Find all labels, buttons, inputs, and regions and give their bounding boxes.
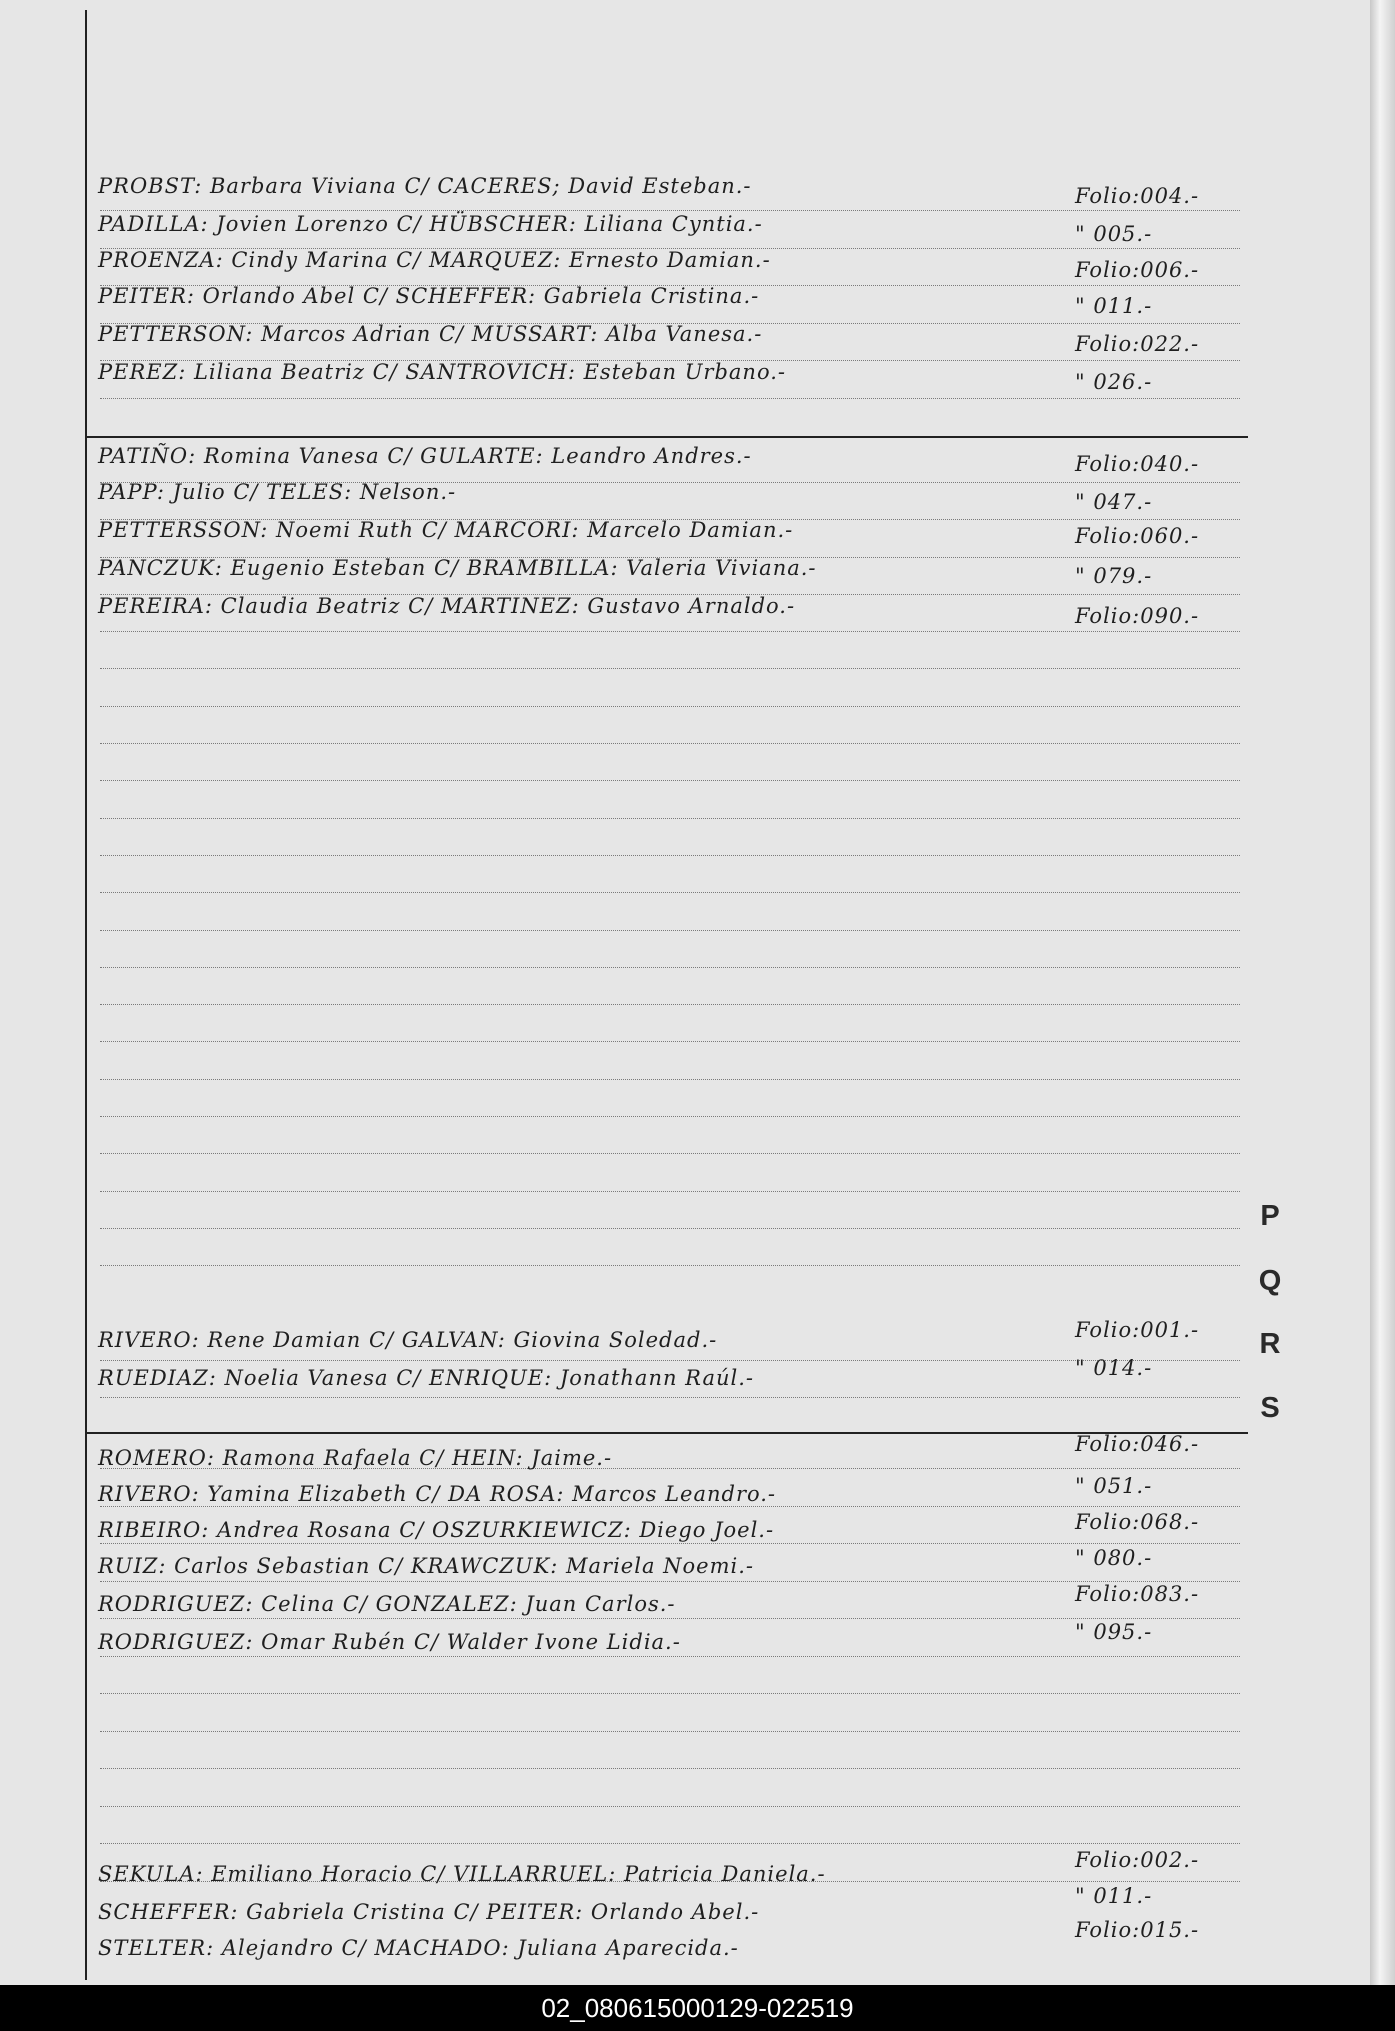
page-edge bbox=[1370, 0, 1395, 1985]
entry-folio: Folio:001.- bbox=[1075, 1318, 1200, 1342]
ruled-line bbox=[100, 631, 1240, 632]
entry-name: STELTER: Alejandro C/ MACHADO: Juliana Aparecida.- bbox=[98, 1936, 739, 1960]
index-letter-s: S bbox=[1260, 1392, 1280, 1424]
ruled-line bbox=[100, 1265, 1240, 1266]
index-letter-q: Q bbox=[1258, 1265, 1282, 1297]
entry-folio: " 026.- bbox=[1075, 370, 1153, 394]
ruled-line bbox=[100, 743, 1240, 744]
entry-folio: " 095.- bbox=[1075, 1620, 1153, 1644]
ruled-line bbox=[100, 1543, 1240, 1544]
entry-folio: " 051.- bbox=[1075, 1474, 1153, 1498]
entry-name: PROENZA: Cindy Marina C/ MARQUEZ: Ernesto Damian.- bbox=[98, 248, 771, 272]
section-divider-2 bbox=[86, 1432, 1248, 1434]
ruled-line bbox=[100, 967, 1240, 968]
index-letter-r: R bbox=[1259, 1328, 1281, 1360]
margin-line bbox=[85, 10, 87, 1980]
entry-name: RUIZ: Carlos Sebastian C/ KRAWCZUK: Mariela Noemi.- bbox=[98, 1554, 754, 1578]
entry-folio: Folio:040.- bbox=[1075, 452, 1200, 476]
ruled-line bbox=[100, 1656, 1240, 1657]
ruled-line bbox=[100, 210, 1240, 211]
ruled-line bbox=[100, 1041, 1240, 1042]
ruled-line bbox=[100, 1079, 1240, 1080]
entry-name: RIBEIRO: Andrea Rosana C/ OSZURKIEWICZ: Diego Joel.- bbox=[98, 1518, 775, 1542]
entry-folio: Folio:060.- bbox=[1075, 524, 1200, 548]
section-divider-1 bbox=[86, 436, 1248, 438]
ruled-line bbox=[100, 1581, 1240, 1582]
entry-folio: " 011.- bbox=[1075, 294, 1153, 318]
entry-folio: Folio:046.- bbox=[1075, 1432, 1200, 1456]
entry-name: PATIÑO: Romina Vanesa C/ GULARTE: Leandro Andres.- bbox=[98, 444, 752, 468]
ruled-line bbox=[100, 780, 1240, 781]
entry-name: PEREIRA: Claudia Beatriz C/ MARTINEZ: Gustavo Arnaldo.- bbox=[98, 594, 796, 618]
entry-name: RODRIGUEZ: Omar Rubén C/ Walder Ivone Lidia.- bbox=[98, 1630, 681, 1654]
entry-folio: Folio:002.- bbox=[1075, 1848, 1200, 1872]
entry-name: PEITER: Orlando Abel C/ SCHEFFER: Gabriela Cristina.- bbox=[98, 284, 760, 308]
entry-folio: " 011.- bbox=[1075, 1884, 1153, 1908]
entry-folio: Folio:068.- bbox=[1075, 1510, 1200, 1534]
entry-folio: Folio:090.- bbox=[1075, 604, 1200, 628]
ruled-line bbox=[100, 1806, 1240, 1807]
ruled-line bbox=[100, 1731, 1240, 1732]
ruled-line bbox=[100, 1618, 1240, 1619]
ruled-line bbox=[100, 1153, 1240, 1154]
ruled-line bbox=[100, 1506, 1240, 1507]
ruled-line bbox=[100, 892, 1240, 893]
ruled-line bbox=[100, 1191, 1240, 1192]
entry-name: PANCZUK: Eugenio Esteban C/ BRAMBILLA: Valeria Viviana.- bbox=[98, 556, 817, 580]
entry-name: SEKULA: Emiliano Horacio C/ VILLARRUEL: Patricia Daniela.- bbox=[98, 1862, 826, 1886]
ruled-line bbox=[100, 1843, 1240, 1844]
entry-folio: Folio:083.- bbox=[1075, 1582, 1200, 1606]
entry-name: RUEDIAZ: Noelia Vanesa C/ ENRIQUE: Jonathann Raúl.- bbox=[98, 1366, 755, 1390]
index-letter-p: P bbox=[1260, 1200, 1280, 1232]
entry-folio: " 047.- bbox=[1075, 490, 1153, 514]
ruled-line bbox=[100, 1116, 1240, 1117]
entry-folio: Folio:004.- bbox=[1075, 184, 1200, 208]
ruled-line bbox=[100, 706, 1240, 707]
ruled-line bbox=[100, 668, 1240, 669]
entry-folio: Folio:022.- bbox=[1075, 332, 1200, 356]
ruled-line bbox=[100, 1004, 1240, 1005]
ruled-line bbox=[100, 1360, 1240, 1361]
ruled-line bbox=[100, 818, 1240, 819]
entry-name: PETTERSSON: Noemi Ruth C/ MARCORI: Marcelo Damian.- bbox=[98, 518, 794, 542]
entry-name: PAPP: Julio C/ TELES: Nelson.- bbox=[98, 480, 457, 504]
entry-name: ROMERO: Ramona Rafaela C/ HEIN: Jaime.- bbox=[98, 1446, 613, 1470]
ruled-line bbox=[100, 1397, 1240, 1398]
entry-name: PADILLA: Jovien Lorenzo C/ HÜBSCHER: Liliana Cyntia.- bbox=[98, 212, 763, 236]
scan-code: 02_080615000129-022519 bbox=[541, 1993, 854, 2023]
entry-folio: " 005.- bbox=[1075, 222, 1153, 246]
entry-name: RODRIGUEZ: Celina C/ GONZALEZ: Juan Carlos.- bbox=[98, 1592, 676, 1616]
ruled-line bbox=[100, 1693, 1240, 1694]
entry-folio: " 079.- bbox=[1075, 564, 1153, 588]
entry-folio: " 080.- bbox=[1075, 1546, 1153, 1570]
entry-name: RIVERO: Rene Damian C/ GALVAN: Giovina Soledad.- bbox=[98, 1328, 718, 1352]
entry-name: SCHEFFER: Gabriela Cristina C/ PEITER: Orlando Abel.- bbox=[98, 1900, 760, 1924]
entry-name: PEREZ: Liliana Beatriz C/ SANTROVICH: Esteban Urbano.- bbox=[98, 360, 786, 384]
entry-name: PETTERSON: Marcos Adrian C/ MUSSART: Alba Vanesa.- bbox=[98, 322, 763, 346]
ruled-line bbox=[100, 1228, 1240, 1229]
ruled-line bbox=[100, 1768, 1240, 1769]
ruled-line bbox=[100, 930, 1240, 931]
ruled-line bbox=[100, 855, 1240, 856]
entry-folio: Folio:015.- bbox=[1075, 1918, 1200, 1942]
ruled-line bbox=[100, 398, 1240, 399]
entry-name: PROBST: Barbara Viviana C/ CACERES; David Esteban.- bbox=[98, 174, 752, 198]
entry-name: RIVERO: Yamina Elizabeth C/ DA ROSA: Marcos Leandro.- bbox=[98, 1482, 777, 1506]
entry-folio: " 014.- bbox=[1075, 1356, 1153, 1380]
entry-folio: Folio:006.- bbox=[1075, 258, 1200, 282]
